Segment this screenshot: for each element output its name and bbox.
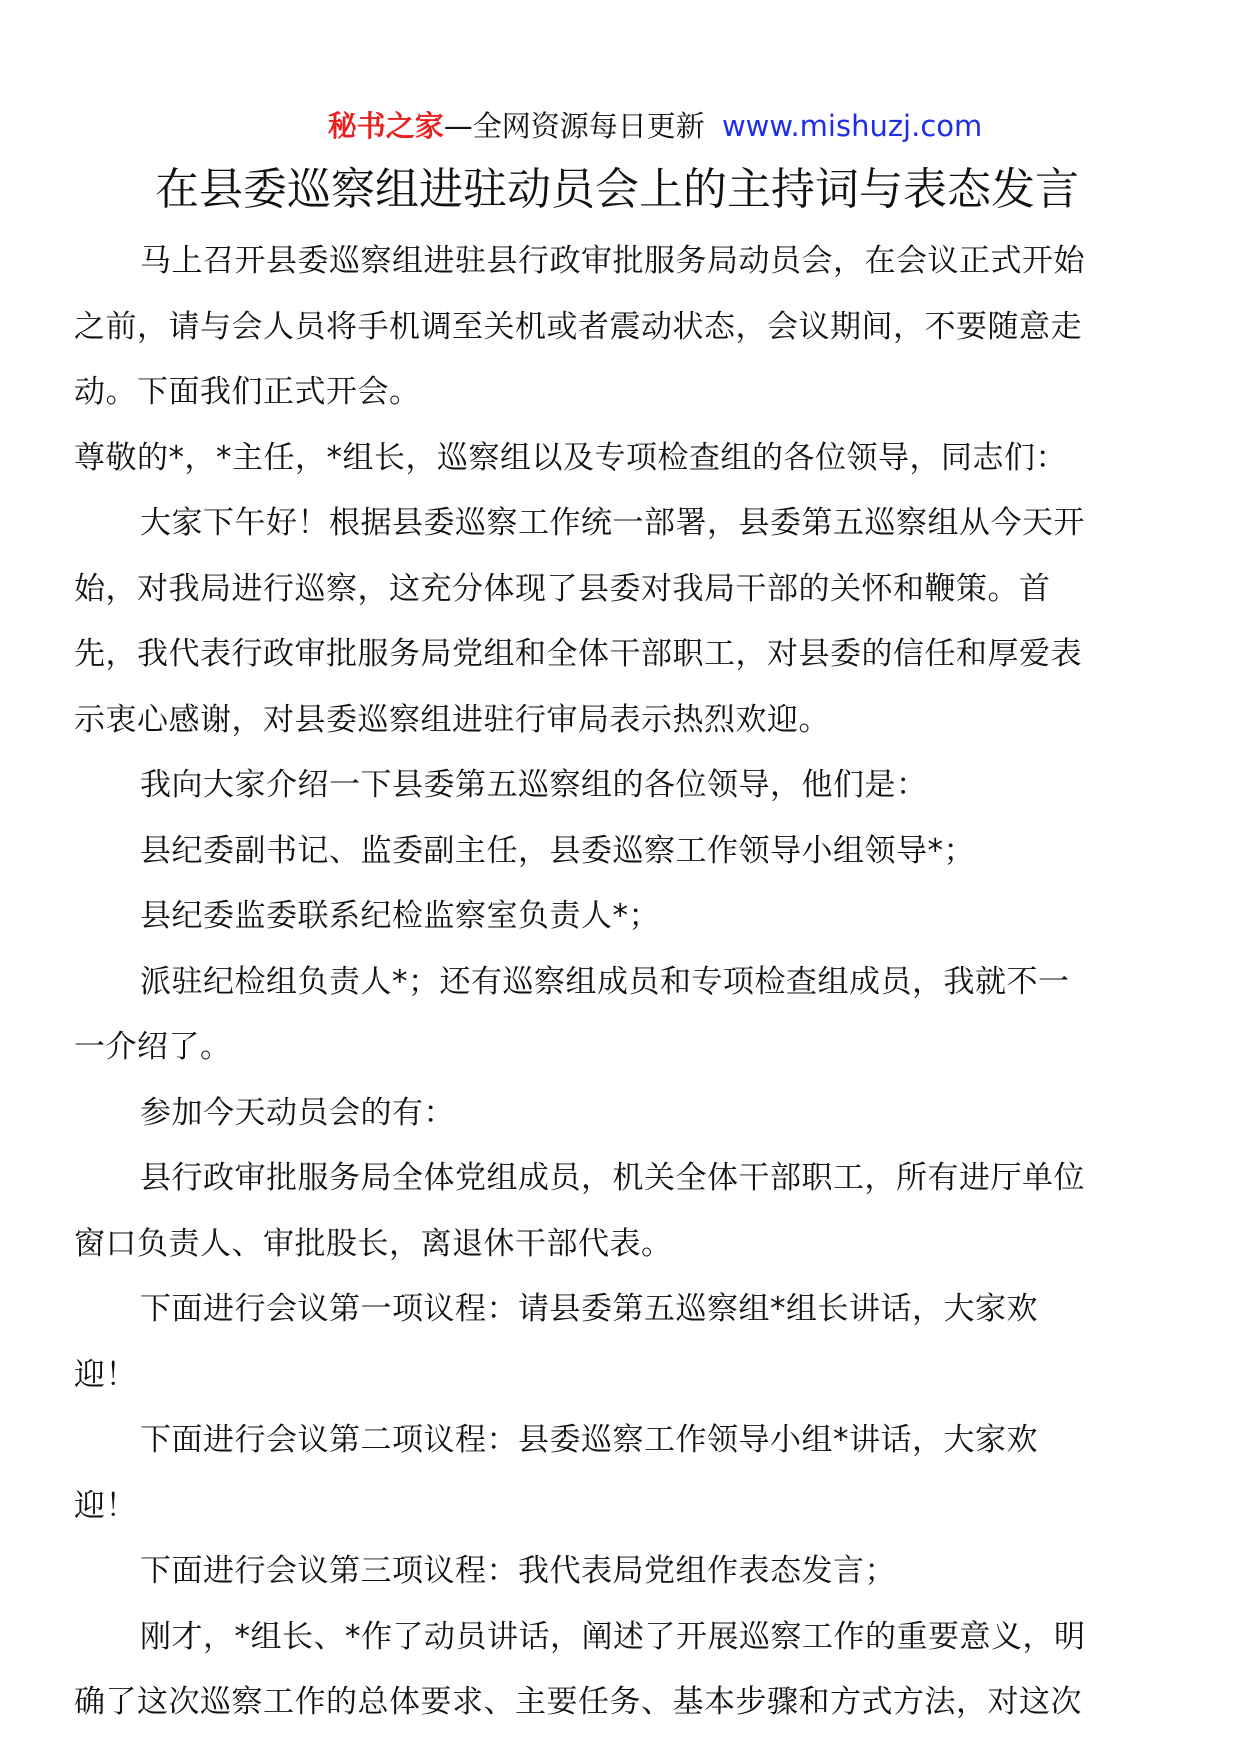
paragraph-attendees-intro: 参加今天动员会的有： — [140, 1094, 455, 1131]
paragraph-closing: 刚才，*组长、*作了动员讲话，阐述了开展巡察工作的重要意义，明确了这次巡察工作的总体要求、主要任务、基本步骤和方式方法，对这次 — [74, 1618, 1086, 1720]
paragraph-attendees: 县行政审批服务局全体党组成员，机关全体干部职工，所有进厅单位窗口负责人、审批股长，离退休干部代表。 — [74, 1160, 1085, 1262]
paragraph-leader-2: 县纪委监委联系纪检监察室负责人*； — [140, 898, 660, 934]
site-brand: 秘书之家 — [327, 109, 444, 143]
paragraph-agenda-2: 下面进行会议第二项议程：县委巡察工作领导小组*讲话，大家欢迎！ — [74, 1422, 1038, 1524]
paragraph-agenda-3: 下面进行会议第三项议程：我代表局党组作表态发言； — [140, 1553, 896, 1589]
paragraph-opening: 马上召开县委巡察组进驻县行政审批服务局动员会，在会议正式开始之前，请与会人员将手机调至关机或者震动状态，会议期间，不要随意走动。下面我们正式开会。 — [74, 243, 1085, 410]
paragraph-agenda-1: 下面进行会议第一项议程：请县委第五巡察组*组长讲话，大家欢迎！ — [74, 1291, 1038, 1393]
paragraph-introduction: 我向大家介绍一下县委第五巡察组的各位领导，他们是： — [140, 767, 928, 803]
site-header — [150, 95, 1160, 157]
document-body — [74, 229, 1090, 1736]
document-title: 在县委巡察组进驻动员会上的主持词与表态发言 — [155, 164, 1079, 215]
site-url: www.mishuzj.com — [721, 109, 983, 143]
paragraph-leader-3: 派驻纪检组负责人*；还有巡察组成员和专项检查组成员，我就不一一介绍了。 — [74, 963, 1070, 1065]
paragraph-leader-1: 县纪委副书记、监委副主任，县委巡察工作领导小组领导*； — [140, 832, 975, 869]
site-slogan: —全网资源每日更新 — [443, 109, 714, 143]
paragraph-salutation: 尊敬的*，*主任，*组长，巡察组以及专项检查组的各位领导，同志们： — [74, 439, 1067, 476]
paragraph-welcome: 大家下午好！根据县委巡察工作统一部署，县委第五巡察组从今天开始，对我局进行巡察，这充分体现了县委对我局干部的关怀和鞭策。首先，我代表行政审批服务局党组和全体干部职工，对县委的信任和厚爱表示衷心感谢，对县委巡察组进驻行审局表示热烈欢迎。 — [74, 505, 1085, 738]
